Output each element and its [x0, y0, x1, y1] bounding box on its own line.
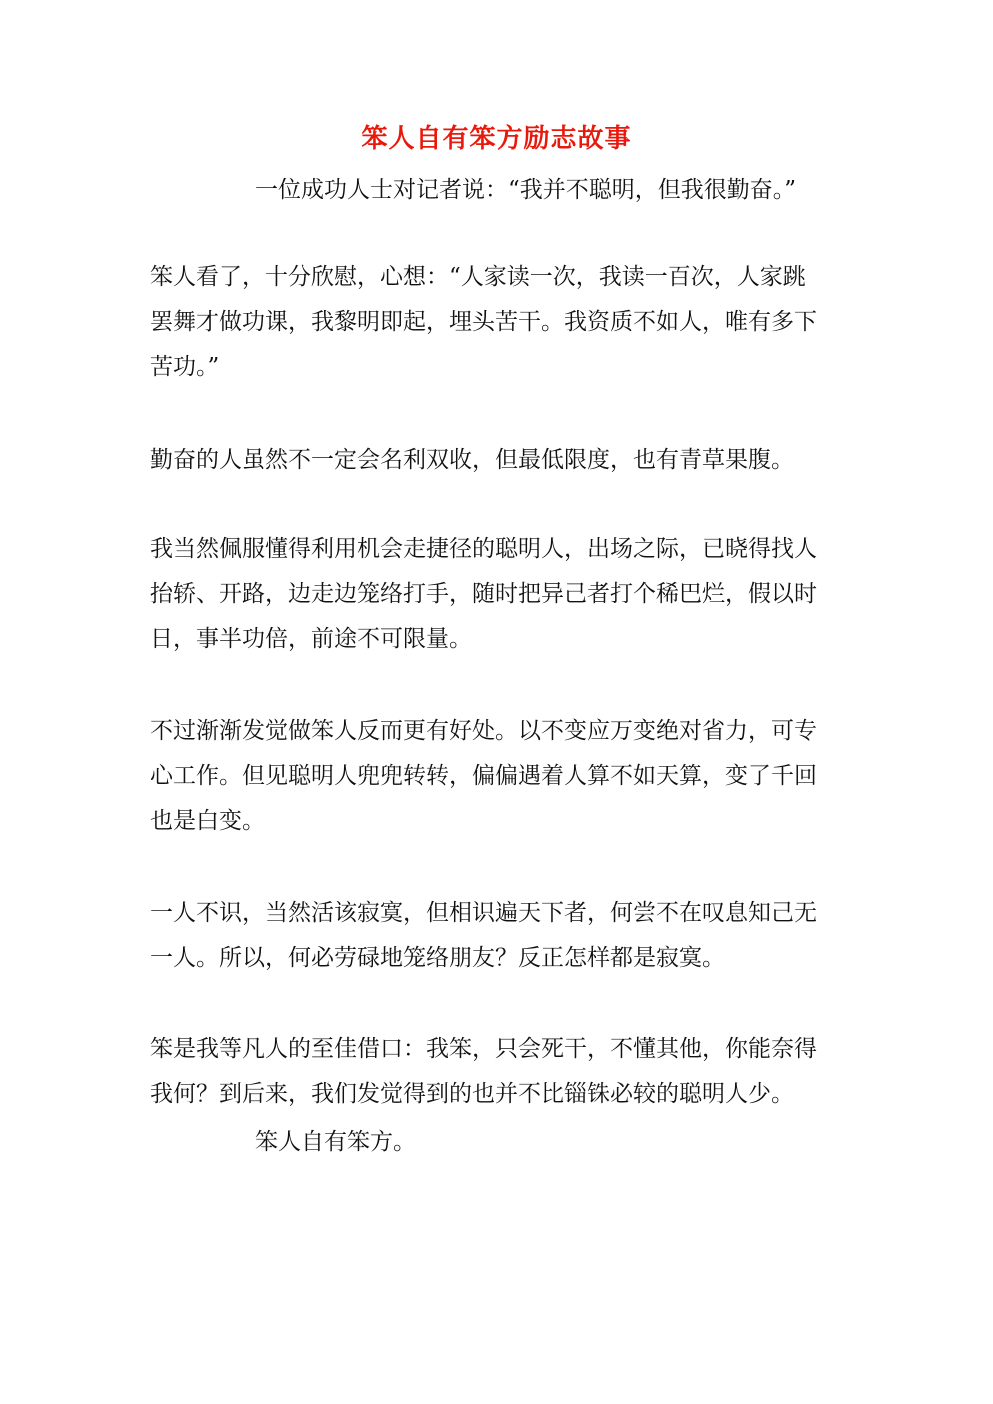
document-title: 笨人自有笨方励志故事 — [361, 124, 632, 154]
paragraph-line: 也是白变。 — [150, 808, 265, 834]
paragraph-line: 笨是我等凡人的至佳借口：我笨，只会死干，不懂其他，你能奈得 — [150, 1036, 817, 1062]
closing-line: 笨人自有笨方。 — [255, 1129, 416, 1155]
paragraph-line: 罢舞才做功课，我黎明即起，埋头苦干。我资质不如人，唯有多下 — [150, 309, 817, 335]
paragraph-1 — [150, 255, 830, 390]
paragraph-6 — [150, 1027, 830, 1117]
paragraph-3 — [150, 527, 830, 662]
intro-paragraph: 一位成功人士对记者说：“我并不聪明，但我很勤奋。” — [255, 177, 797, 203]
paragraph-line: 心工作。但见聪明人兜兜转转，偏偏遇着人算不如天算，变了千回 — [150, 763, 817, 789]
paragraph-line: 不过渐渐发觉做笨人反而更有好处。以不变应万变绝对省力，可专 — [150, 718, 817, 744]
paragraph-4 — [150, 709, 830, 844]
paragraph-line: 日，事半功倍，前途不可限量。 — [150, 626, 472, 652]
paragraph-line: 苦功。” — [150, 354, 220, 380]
paragraph-line: 抬轿、开路，边走边笼络打手，随时把异己者打个稀巴烂，假以时 — [150, 581, 817, 607]
paragraph-line: 一人。所以，何必劳碌地笼络朋友？反正怎样都是寂寞。 — [150, 945, 725, 971]
paragraph-5 — [150, 891, 830, 981]
paragraph-line: 一人不识，当然活该寂寞，但相识遍天下者，何尝不在叹息知己无 — [150, 900, 817, 926]
paragraph-line: 勤奋的人虽然不一定会名利双收，但最低限度，也有青草果腹。 — [150, 447, 794, 473]
paragraph-2 — [150, 438, 830, 483]
paragraph-line: 笨人看了，十分欣慰，心想：“人家读一次，我读一百次，人家跳 — [150, 264, 806, 290]
paragraph-line: 我当然佩服懂得利用机会走捷径的聪明人，出场之际，已晓得找人 — [150, 536, 817, 562]
paragraph-line: 我何？到后来，我们发觉得到的也并不比锱铢必较的聪明人少。 — [150, 1081, 794, 1107]
